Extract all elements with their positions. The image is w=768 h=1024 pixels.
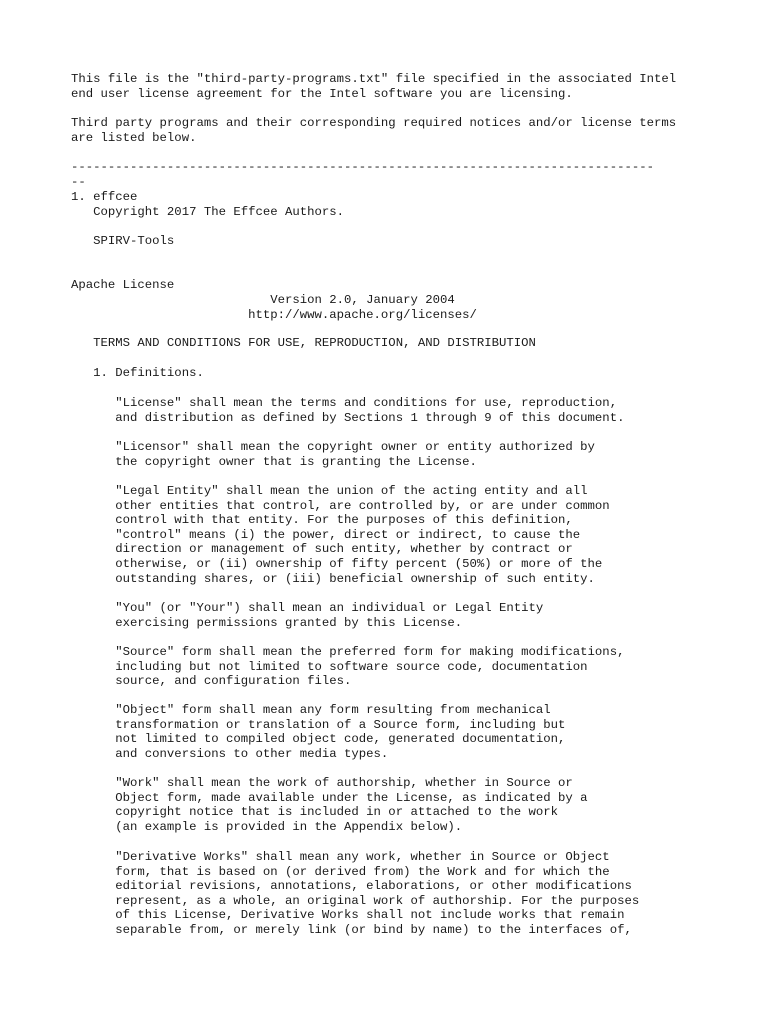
definition-object: "Object" form shall mean any form resulting from mechanical transformation or translation of a Source form, including but not limited to compiled object code, generated documentation, and conversions to other media types. xyxy=(115,703,566,761)
definition-work: "Work" shall mean the work of authorship, whether in Source or Object form, made available under the License, as indicated by a copyright notice that is included in or attached to the work (an example is provided in the Appendix below). xyxy=(115,776,588,834)
section-1-heading: 1. Definitions. xyxy=(71,366,204,380)
intro-paragraph: This file is the "third-party-programs.txt" file specified in the associated Intel end user license agreement for the Intel software you are licensing. xyxy=(71,72,677,101)
separator-line: ------------------------------------------------------------------------------- -- xyxy=(71,160,654,189)
license-version-header: Version 2.0, January 2004 http://www.apache.org/licenses/ xyxy=(248,293,477,322)
definition-licensor: "Licensor" shall mean the copyright owner or entity authorized by the copyright owner that is granting the License. xyxy=(115,440,595,469)
definition-legal-entity: "Legal Entity" shall mean the union of the acting entity and all other entities that control, are controlled by, or are under common control with that entity. For the purposes of this definition, "control" means (i) the power, direct or indirect, to cause the direction or management of such entity, whether by contract or otherwise, or (ii) ownership of fifty percent (50%) or more of the outstanding shares, or (iii) beneficial ownership of such entity. xyxy=(115,484,610,586)
item-1-heading: 1. effcee Copyright 2017 The Effcee Authors. xyxy=(71,190,345,219)
item-1-subitem: SPIRV-Tools xyxy=(71,234,175,248)
definition-derivative-works: "Derivative Works" shall mean any work, whether in Source or Object form, that is based on (or derived from) the Work and for which the editorial revisions, annotations, elaborations, or other modifications represent, as a whole, an original work of authorship. For the purposes of this License, Derivative Works shall not include works that remain separable from, or merely link (or bind by name) to the interfaces of, xyxy=(115,850,640,937)
definition-source: "Source" form shall mean the preferred form for making modifications, including but not limited to software source code, documentation source, and configuration files. xyxy=(115,645,625,689)
definition-you: "You" (or "Your") shall mean an individual or Legal Entity exercising permissions granted by this License. xyxy=(115,601,544,630)
intro-listing-note: Third party programs and their corresponding required notices and/or license terms are listed below. xyxy=(71,116,677,145)
terms-heading: TERMS AND CONDITIONS FOR USE, REPRODUCTION, AND DISTRIBUTION xyxy=(71,336,536,350)
definition-license: "License" shall mean the terms and conditions for use, reproduction, and distribution as defined by Sections 1 through 9 of this document. xyxy=(115,396,625,425)
license-name: Apache License xyxy=(71,278,175,292)
